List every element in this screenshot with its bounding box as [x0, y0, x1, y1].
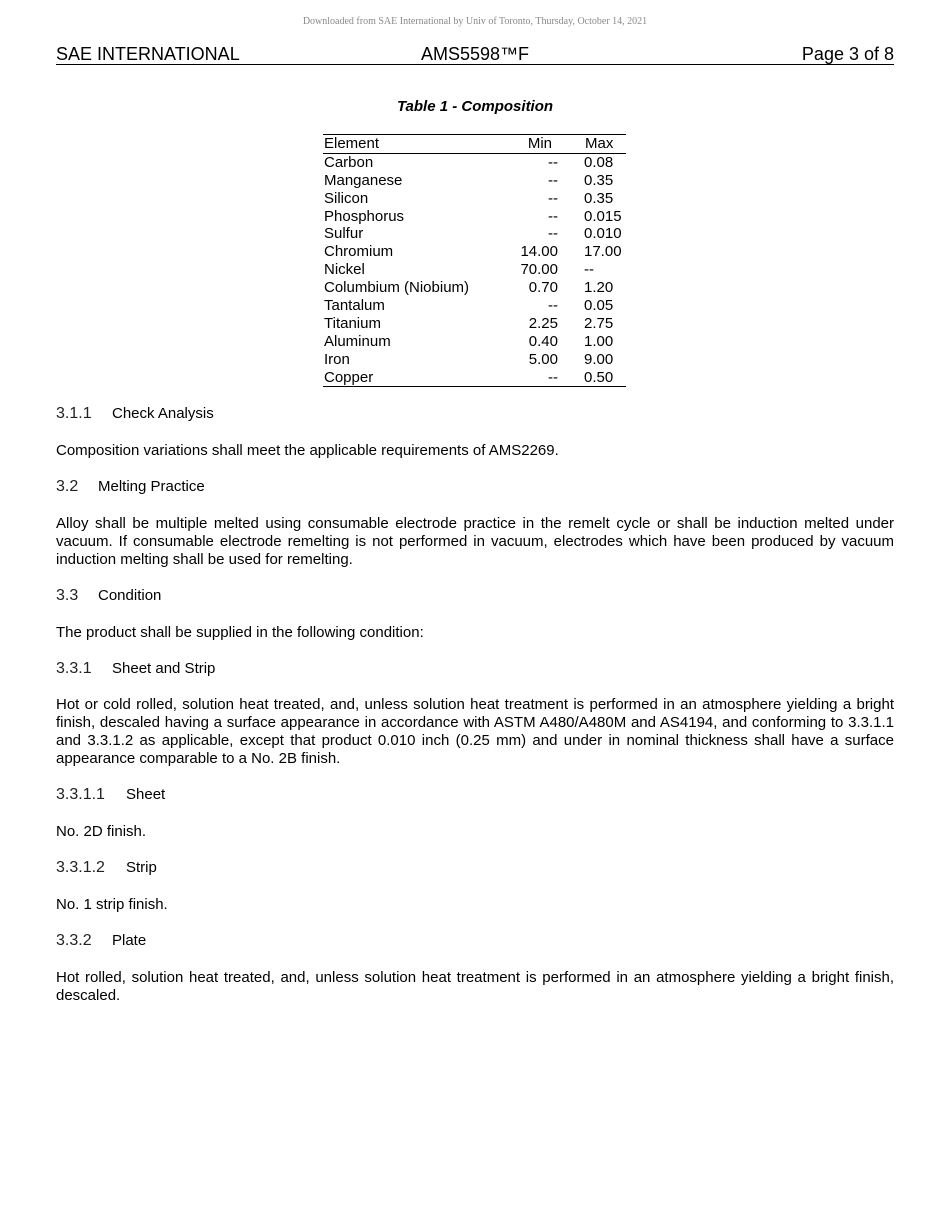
section-title: Sheet and Strip: [112, 660, 216, 677]
paragraph-3-3-1: Hot or cold rolled, solution heat treated, and, unless solution heat treatment is performed in an atmosphere yielding a bright finish, descaled having a surface appearance in accordance with ASTM A480/A480M and AS4194, and conforming to 3.3.1.1 and 3.3.1.2 as applicable, except that product 0.010 inch (0.25 mm) and under in nominal thickness shall have a surface appearance comparable to a No. 2B finish.: [56, 696, 894, 767]
table-title: Table 1 - Composition: [396, 98, 554, 115]
element-cell: Aluminum: [324, 332, 391, 350]
column-header-min: Min: [527, 135, 552, 152]
element-cell: Copper: [324, 368, 374, 386]
column-header-element: Element: [324, 135, 380, 152]
section-number: 3.3.2: [56, 932, 92, 949]
table-row: [323, 351, 626, 369]
element-cell: Carbon: [324, 153, 374, 171]
table-row: [323, 243, 626, 261]
section-title: Condition: [98, 587, 162, 604]
element-cell: Columbium (Niobium): [324, 279, 470, 297]
table-row: [323, 279, 626, 297]
max-cell: 2.75: [584, 314, 614, 332]
element-cell: Silicon: [324, 189, 369, 207]
max-cell: 1.00: [584, 332, 614, 350]
max-cell: 9.00: [584, 350, 614, 368]
element-cell: Manganese: [324, 171, 403, 189]
composition-table: [323, 134, 626, 387]
min-cell: 0.70: [528, 279, 558, 297]
max-cell: --: [584, 261, 594, 279]
table-row: [323, 225, 626, 243]
section-title: Check Analysis: [112, 405, 214, 422]
max-cell: 0.50: [584, 368, 614, 386]
section-number: 3.2: [56, 478, 79, 495]
element-cell: Iron: [324, 350, 350, 368]
section-number: 3.3.1: [56, 660, 92, 677]
min-cell: 14.00: [520, 243, 558, 261]
element-cell: Sulfur: [324, 225, 364, 243]
table-row: [323, 315, 626, 333]
section-heading-3-1-1: [56, 405, 894, 423]
table-row: [323, 333, 626, 351]
element-cell: Titanium: [324, 314, 381, 332]
section-title: Melting Practice: [98, 478, 205, 495]
section-heading-3-3-1: [56, 660, 894, 678]
section-number: 3.1.1: [56, 405, 92, 422]
table-row: [323, 190, 626, 208]
download-watermark: Downloaded from SAE International by Univ of Toronto, Thursday, October 14, 2021: [302, 16, 648, 27]
table-header-row: [323, 135, 626, 154]
section-number: 3.3.1.2: [56, 859, 105, 876]
section-heading-3-3-2: [56, 932, 894, 950]
table-row: [323, 172, 626, 190]
section-heading-3-3: [56, 587, 894, 605]
header-org: SAE INTERNATIONAL: [56, 44, 240, 64]
section-number: 3.3.1.1: [56, 786, 105, 803]
min-cell: --: [548, 207, 558, 225]
max-cell: 0.08: [584, 153, 614, 171]
table-row: [323, 369, 626, 387]
min-cell: 2.25: [528, 314, 558, 332]
column-header-max: Max: [585, 135, 614, 152]
min-cell: --: [548, 368, 558, 386]
max-cell: 0.35: [584, 189, 614, 207]
paragraph-3-3-1-1: No. 2D finish.: [56, 823, 147, 840]
element-cell: Nickel: [324, 261, 365, 279]
table-row: [323, 154, 626, 172]
max-cell: 0.05: [584, 297, 614, 315]
element-cell: Tantalum: [324, 297, 385, 315]
paragraph-3-3-2: Hot rolled, solution heat treated, and, unless solution heat treatment is performed in an atmosphere yielding a bright finish, descaled.: [56, 969, 894, 1004]
table-row: [323, 208, 626, 226]
section-heading-3-2: [56, 478, 894, 496]
max-cell: 1.20: [584, 279, 614, 297]
min-cell: --: [548, 225, 558, 243]
min-cell: --: [548, 171, 558, 189]
min-cell: --: [548, 189, 558, 207]
table-row: [323, 261, 626, 279]
max-cell: 0.010: [584, 225, 622, 243]
paragraph-3-1-1: Composition variations shall meet the applicable requirements of AMS2269.: [56, 442, 559, 459]
paragraph-3-3-1-2: No. 1 strip finish.: [56, 896, 168, 913]
header-doc-id: AMS5598™F: [420, 44, 530, 64]
paragraph-3-2: Alloy shall be multiple melted using consumable electrode practice in the remelt cycle or shall be induction melted under vacuum. If consumable electrode remelting is not performed in vacuum, electrodes which have been produced by vacuum induction melting shall be used for remelting.: [56, 515, 894, 568]
max-cell: 17.00: [584, 243, 622, 261]
min-cell: 5.00: [528, 350, 558, 368]
element-cell: Phosphorus: [324, 207, 405, 225]
element-cell: Chromium: [324, 243, 394, 261]
min-cell: --: [548, 153, 558, 171]
page-header: [56, 44, 894, 65]
section-title: Plate: [112, 932, 147, 949]
max-cell: 0.35: [584, 171, 614, 189]
min-cell: 0.40: [528, 332, 558, 350]
header-page-number: Page 3 of 8: [801, 44, 894, 64]
section-title: Strip: [126, 859, 157, 876]
paragraph-3-3: The product shall be supplied in the following condition:: [56, 624, 424, 641]
min-cell: 70.00: [520, 261, 558, 279]
section-heading-3-3-1-2: [56, 859, 894, 877]
max-cell: 0.015: [584, 207, 622, 225]
min-cell: --: [548, 297, 558, 315]
section-heading-3-3-1-1: [56, 786, 894, 804]
section-number: 3.3: [56, 587, 79, 604]
section-title: Sheet: [126, 786, 166, 803]
table-row: [323, 297, 626, 315]
